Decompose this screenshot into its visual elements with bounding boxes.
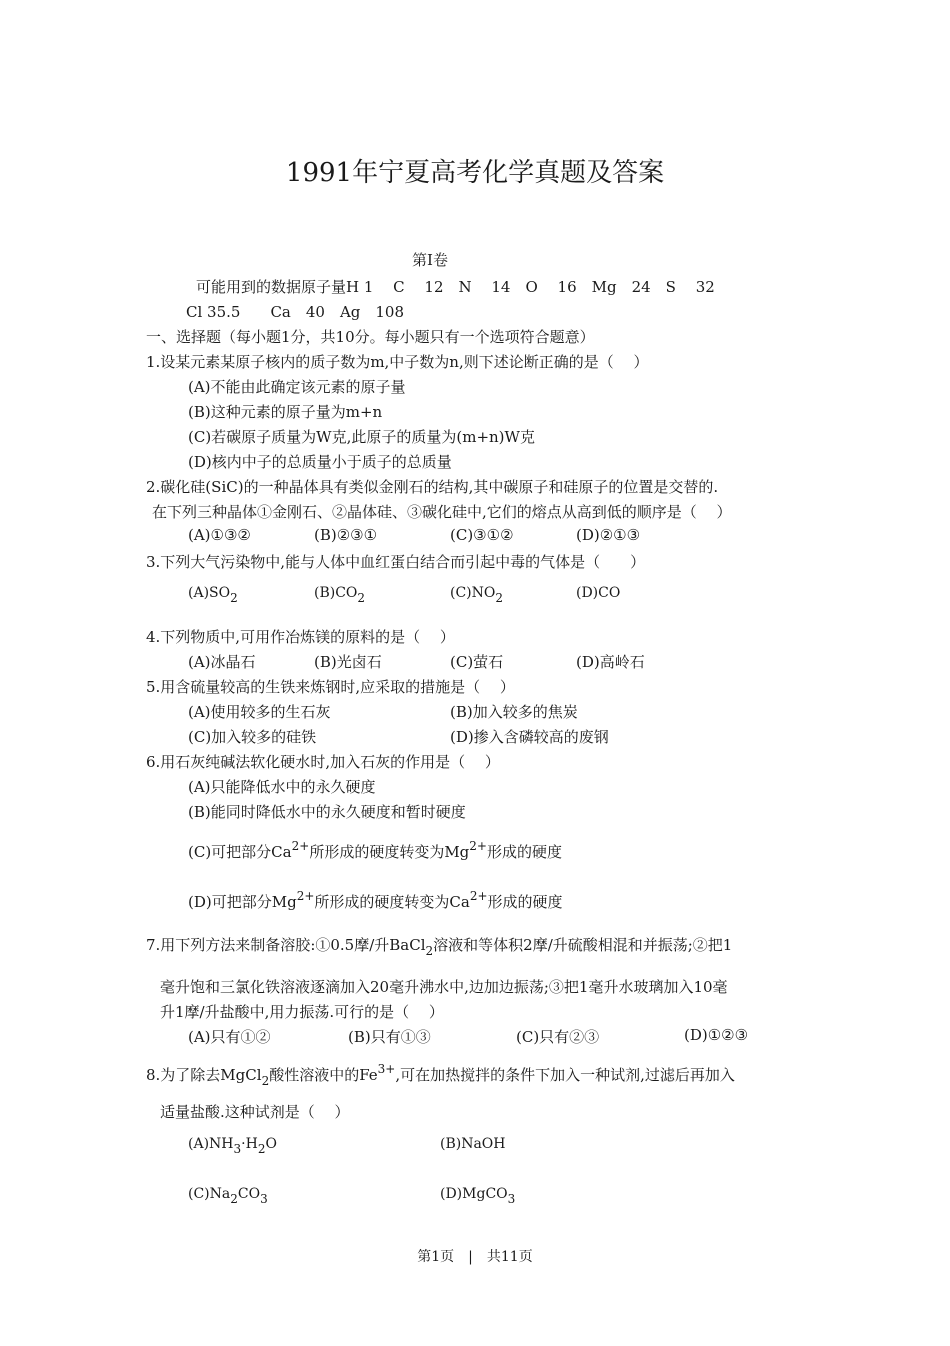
question-5-option-d: (D)掺入含磷较高的废钢 <box>450 728 609 746</box>
question-6-stem: 6.用石灰纯碱法软化硬水时,加入石灰的作用是（ ） <box>146 753 500 771</box>
question-6-option-a: (A)只能降低水中的永久硬度 <box>188 778 376 796</box>
question-4-stem: 4.下列物质中,可用作冶炼镁的原料的是（ ） <box>146 628 455 646</box>
question-7-stem-line-1: 7.用下列方法来制备溶胶:①0.5摩/升BaCl$_2$溶液和等体积2摩/升硫酸相混和并振荡;②把1 <box>146 936 733 958</box>
question-2-stem-line-2: 在下列三种晶体①金刚石、②晶体硅、③碳化硅中,它们的熔点从高到低的顺序是（ ） <box>152 503 732 521</box>
question-6-option-d: (D)可把部分$Mg^{2+}$所形成的硬度转变为$Ca^{2+}$形成的硬度 <box>188 889 563 911</box>
question-6-option-c: (C)可把部分$Ca^{2+}$所形成的硬度转变为$Mg^{2+}$形成的硬度 <box>188 839 562 861</box>
question-5-option-b: (B)加入较多的焦炭 <box>450 703 578 721</box>
question-8-option-b: (B)NaOH <box>440 1136 506 1152</box>
question-1-option-b: (B)这种元素的原子量为m+n <box>188 403 383 421</box>
question-1-option-a: (A)不能由此确定该元素的原子量 <box>188 378 406 396</box>
question-2-option-b: (B)②③① <box>314 526 378 544</box>
atomic-mass-line-1: 可能用到的数据原子量H 1 C 12 N 14 O 16 Mg 24 S 32 <box>196 278 715 296</box>
volume-heading: 第Ⅰ卷 <box>412 251 448 269</box>
question-7-option-c: (C)只有②③ <box>516 1028 600 1046</box>
question-4-option-d: (D)高岭石 <box>576 653 645 671</box>
question-7-stem-line-3: 升1摩/升盐酸中,用力振荡.可行的是（ ） <box>160 1003 444 1021</box>
question-7-option-d: (D)①②③ <box>684 1026 749 1044</box>
question-7-stem-line-2: 毫升饱和三氯化铁溶液逐滴加入20毫升沸水中,边加边振荡;③把1毫升水玻璃加入10毫 <box>160 978 728 996</box>
question-7-option-a: (A)只有①② <box>188 1028 271 1046</box>
question-3-option-b: $(B)CO_2$ <box>314 585 366 605</box>
page-footer: 第1页 | 共11页 <box>417 1249 533 1265</box>
question-8-stem-line-1: 8.为了除去MgCl$_2$酸性溶液中的$Fe^{3+}$,可在加热搅拌的条件下加入一种试剂,过滤后再加入 <box>146 1062 735 1088</box>
question-2-option-d: (D)②①③ <box>576 526 641 544</box>
question-4-option-c: (C)萤石 <box>450 653 504 671</box>
question-4-option-b: (B)光卤石 <box>314 653 382 671</box>
question-8-stem-line-2: 适量盐酸.这种试剂是（ ） <box>160 1103 350 1121</box>
question-2-stem-line-1: 2.碳化硅(SiC)的一种晶体具有类似金刚石的结构,其中碳原子和硅原子的位置是交替的. <box>146 478 719 496</box>
page-title: 1991年宁夏高考化学真题及答案 <box>285 158 665 188</box>
question-8-option-c: $(C)Na_2CO_3$ <box>188 1186 268 1206</box>
atomic-mass-line-2: Cl 35.5 Ca 40 Ag 108 <box>186 303 405 321</box>
question-3-option-d: (D)CO <box>576 585 621 601</box>
question-1-option-d: (D)核内中子的总质量小于质子的总质量 <box>188 453 452 471</box>
question-4-option-a: (A)冰晶石 <box>188 653 256 671</box>
question-3-option-a: $(A)SO_2$ <box>188 585 238 605</box>
question-6-option-b: (B)能同时降低水中的永久硬度和暂时硬度 <box>188 803 466 821</box>
question-8-option-d: (D)MgCO$_3$ <box>440 1186 516 1206</box>
question-3-option-c: $(C)NO_2$ <box>450 585 504 605</box>
question-5-stem: 5.用含硫量较高的生铁来炼钢时,应采取的措施是（ ） <box>146 678 515 696</box>
question-3-stem: 3.下列大气污染物中,能与人体中血红蛋白结合而引起中毒的气体是（ ） <box>146 553 646 571</box>
question-5-option-a: (A)使用较多的生石灰 <box>188 703 331 721</box>
question-2-option-c: (C)③①② <box>450 526 514 544</box>
question-5-option-c: (C)加入较多的硅铁 <box>188 728 317 746</box>
question-8-option-a: $(A)NH_3\cdot H_2O$ <box>188 1136 277 1156</box>
question-1-stem: 1.设某元素某原子核内的质子数为m,中子数为n,则下述论断正确的是（ ） <box>146 353 649 371</box>
question-2-option-a: (A)①③② <box>188 526 251 544</box>
question-1-option-c: (C)若碳原子质量为W克,此原子的质量为(m+n)W克 <box>188 428 535 446</box>
question-7-option-b: (B)只有①③ <box>348 1028 431 1046</box>
section-heading: 一、选择题（每小题1分，共10分。每小题只有一个选项符合题意） <box>146 328 595 346</box>
